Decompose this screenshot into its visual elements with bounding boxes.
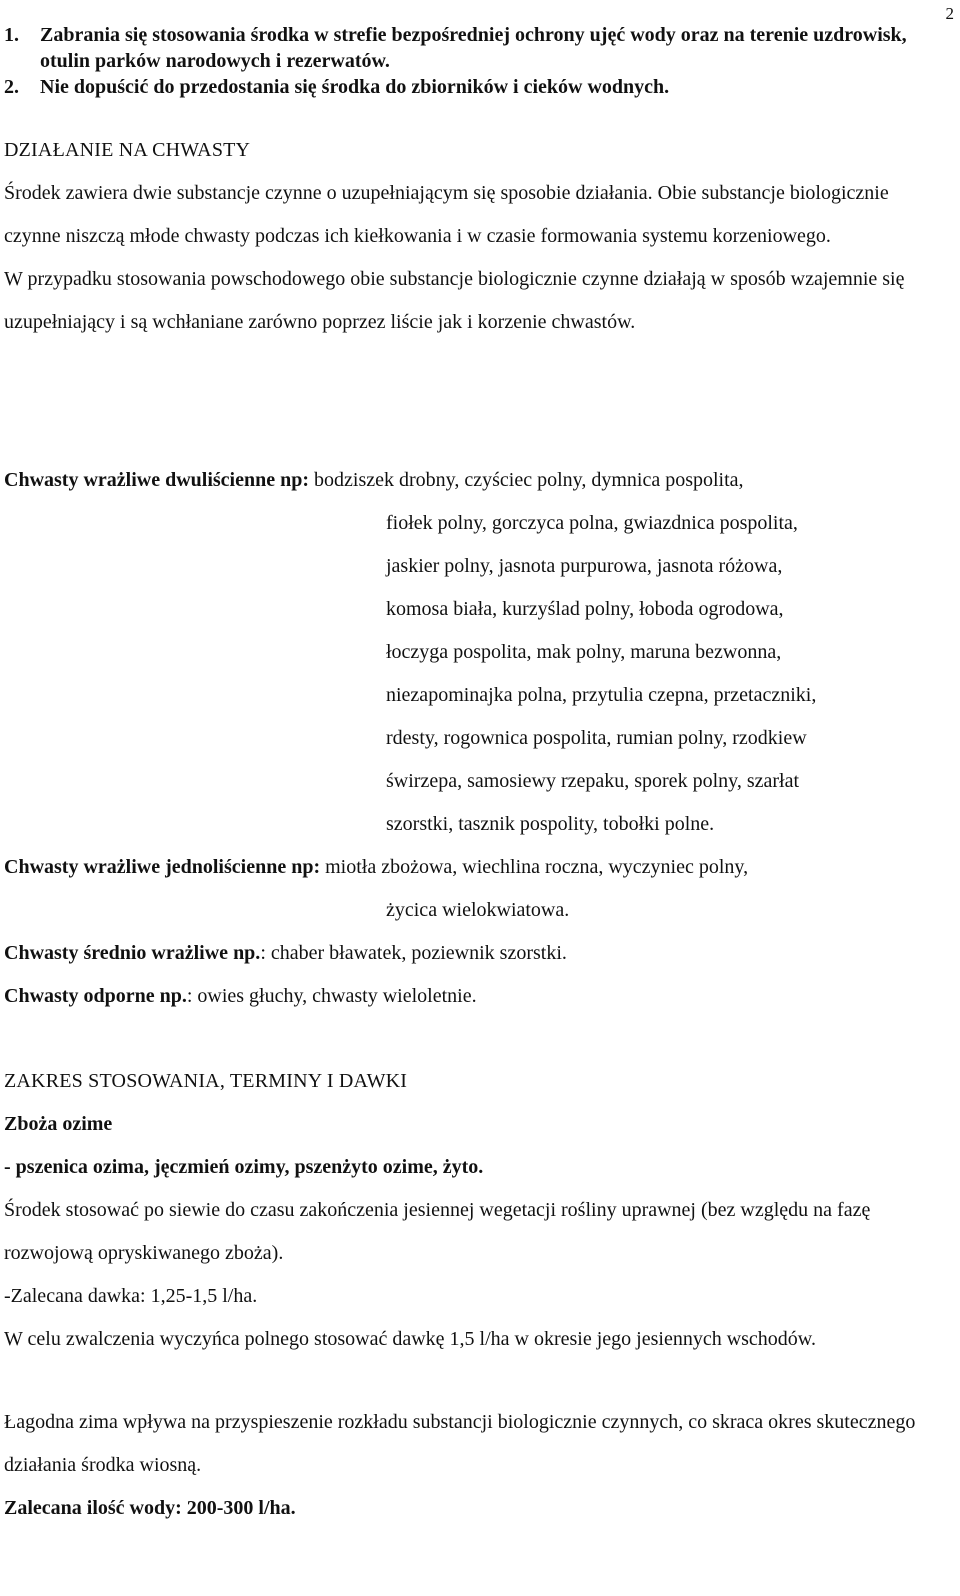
dicots-line: komosa biała, kurzyślad polny, łoboda ogrodowa, <box>386 598 784 620</box>
restriction-text: Zabrania się stosowania środka w strefie bezpośredniej ochrony ujęć wody oraz na terenie uzdrowisk, otulin parków narodowych i rezerwatów. <box>40 24 907 72</box>
restriction-text: Nie dopuścić do przedostania się środka do zbiorników i cieków wodnych. <box>40 76 670 98</box>
usage-paragraph-2: W celu zwalczenia wyczyńca polnego stosować dawkę 1,5 l/ha w okresie jego jesiennych wschodów. <box>4 1328 816 1350</box>
restriction-item <box>4 74 934 100</box>
usage-crops: - pszenica ozima, jęczmień ozimy, pszenżyto ozime, żyto. <box>4 1156 484 1178</box>
usage-paragraph-1: Środek stosować po siewie do czasu zakończenia jesiennej wegetacji rośliny uprawnej (bez względu na fazę rozwojową opryskiwanego zboża). <box>4 1199 871 1264</box>
dicots-line: szorstki, tasznik pospolity, tobołki polne. <box>386 813 715 835</box>
usage-water: Zalecana ilość wody: 200-300 l/ha. <box>4 1497 296 1519</box>
medium-row <box>4 932 944 975</box>
restriction-item <box>4 22 934 74</box>
dicots-list <box>4 502 944 846</box>
action-paragraph-1: Środek zawiera dwie substancje czynne o uzupełniającym się sposobie działania. Obie substancje biologicznie czynne niszczą młode chwasty podczas ich kiełkowania i w czasie formowania systemu korzeniowego. <box>4 182 889 247</box>
list-number: 1. <box>4 24 19 46</box>
resistant-label: Chwasty odporne np. <box>4 985 187 1007</box>
monocots-line: życica wielokwiatowa. <box>386 899 570 921</box>
monocots-list <box>4 889 944 932</box>
usage-subheading: Zboża ozime <box>4 1113 113 1135</box>
list-number: 2. <box>4 76 19 98</box>
usage-paragraph-3: Łagodna zima wpływa na przyspieszenie rozkładu substancji biologicznie czynnych, co skraca okres skutecznego działania środka wiosną. <box>4 1411 916 1476</box>
dicots-label: Chwasty wrażliwe dwuliścienne np: <box>4 469 310 491</box>
resistant-row <box>4 975 944 1018</box>
monocots-row <box>4 846 944 889</box>
dicots-line: bodziszek drobny, czyściec polny, dymnica pospolita, <box>314 469 744 491</box>
dicots-line: fiołek polny, gorczyca polna, gwiazdnica pospolita, <box>386 512 798 534</box>
action-heading: DZIAŁANIE NA CHWASTY <box>4 139 251 161</box>
dicots-line: łoczyga pospolita, mak polny, maruna bezwonna, <box>386 641 782 663</box>
dicots-row <box>4 459 944 502</box>
restrictions-list <box>4 22 934 100</box>
dicots-line: jaskier polny, jasnota purpurowa, jasnota różowa, <box>386 555 783 577</box>
usage-section <box>4 1060 934 1530</box>
monocots-label: Chwasty wrażliwe jednoliścienne np: <box>4 856 321 878</box>
usage-dose: -Zalecana dawka: 1,25-1,5 l/ha. <box>4 1285 258 1307</box>
medium-label: Chwasty średnio wrażliwe np. <box>4 942 261 964</box>
dicots-line: rdesty, rogownica pospolita, rumian polny, rzodkiew <box>386 727 807 749</box>
action-section <box>4 129 934 344</box>
weeds-section <box>4 459 944 1018</box>
resistant-text: : owies głuchy, chwasty wieloletnie. <box>186 985 477 1007</box>
dicots-line: świrzepa, samosiewy rzepaku, sporek polny, szarłat <box>386 770 800 792</box>
monocots-line: miotła zbożowa, wiechlina roczna, wyczyniec polny, <box>325 856 749 878</box>
dicots-line: niezapominajka polna, przytulia czepna, przetaczniki, <box>386 684 817 706</box>
medium-text: : chaber bławatek, poziewnik szorstki. <box>260 942 567 964</box>
page-number: 2 <box>945 4 954 23</box>
action-paragraph-2: W przypadku stosowania powschodowego obie substancje biologicznie czynne działają w sposób wzajemnie się uzupełniający i są wchłaniane zarówno poprzez liście jak i korzenie chwastów. <box>4 268 905 333</box>
usage-heading: ZAKRES STOSOWANIA, TERMINY I DAWKI <box>4 1070 408 1092</box>
